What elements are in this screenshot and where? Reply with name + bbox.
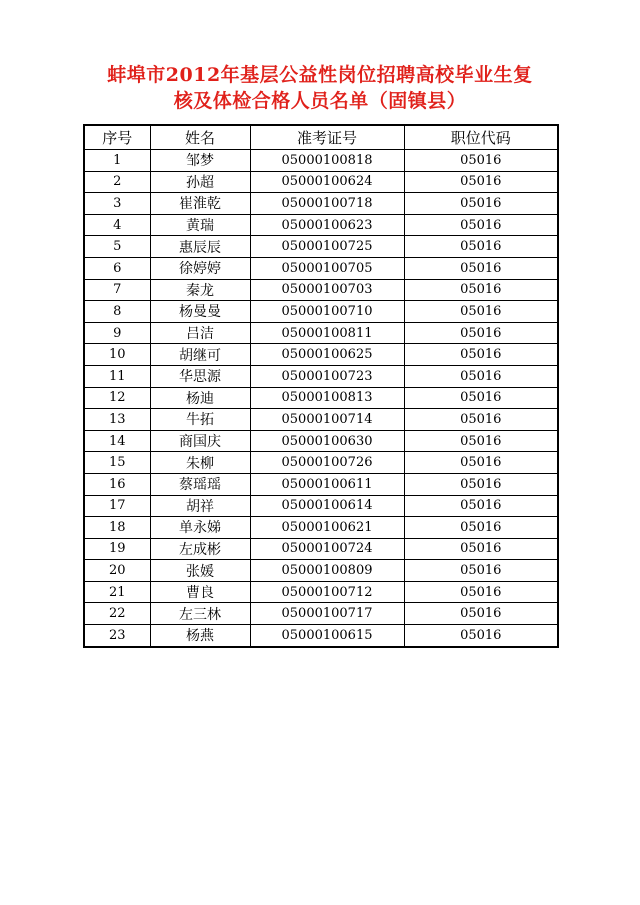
cell-exam-ticket-no: 05000100717 — [250, 603, 404, 625]
cell-name: 吕洁 — [150, 322, 250, 344]
cell-serial-no: 3 — [84, 193, 150, 215]
cell-name: 徐婷婷 — [150, 257, 250, 279]
cell-name: 杨曼曼 — [150, 301, 250, 323]
cell-position-code: 05016 — [404, 495, 558, 517]
cell-position-code: 05016 — [404, 409, 558, 431]
cell-name: 牛拓 — [150, 409, 250, 431]
cell-position-code: 05016 — [404, 236, 558, 258]
table-row — [84, 560, 558, 582]
table-row — [84, 473, 558, 495]
table-row — [84, 387, 558, 409]
cell-exam-ticket-no: 05000100710 — [250, 301, 404, 323]
table-row — [84, 150, 558, 172]
qualified-personnel-table — [83, 124, 559, 648]
cell-exam-ticket-no: 05000100714 — [250, 409, 404, 431]
table-row — [84, 322, 558, 344]
cell-serial-no: 19 — [84, 538, 150, 560]
cell-serial-no: 17 — [84, 495, 150, 517]
cell-position-code: 05016 — [404, 625, 558, 647]
table-row — [84, 538, 558, 560]
cell-serial-no: 11 — [84, 365, 150, 387]
table-row — [84, 581, 558, 603]
column-header-serial-no: 序号 — [84, 125, 150, 150]
table-row — [84, 365, 558, 387]
cell-position-code: 05016 — [404, 322, 558, 344]
cell-name: 杨燕 — [150, 625, 250, 647]
cell-serial-no: 15 — [84, 452, 150, 474]
cell-serial-no: 1 — [84, 150, 150, 172]
cell-exam-ticket-no: 05000100712 — [250, 581, 404, 603]
document-title — [0, 62, 640, 114]
cell-exam-ticket-no: 05000100725 — [250, 236, 404, 258]
cell-position-code: 05016 — [404, 473, 558, 495]
cell-name: 左三林 — [150, 603, 250, 625]
cell-exam-ticket-no: 05000100718 — [250, 193, 404, 215]
cell-name: 胡继可 — [150, 344, 250, 366]
table-row — [84, 257, 558, 279]
table-row — [84, 452, 558, 474]
cell-position-code: 05016 — [404, 517, 558, 539]
cell-position-code: 05016 — [404, 603, 558, 625]
cell-position-code: 05016 — [404, 279, 558, 301]
cell-serial-no: 4 — [84, 214, 150, 236]
table-row — [84, 430, 558, 452]
cell-name: 朱柳 — [150, 452, 250, 474]
table-row — [84, 495, 558, 517]
cell-position-code: 05016 — [404, 387, 558, 409]
cell-position-code: 05016 — [404, 538, 558, 560]
cell-position-code: 05016 — [404, 344, 558, 366]
cell-position-code: 05016 — [404, 365, 558, 387]
cell-exam-ticket-no: 05000100703 — [250, 279, 404, 301]
cell-position-code: 05016 — [404, 193, 558, 215]
cell-exam-ticket-no: 05000100723 — [250, 365, 404, 387]
table-row — [84, 409, 558, 431]
table-row — [84, 171, 558, 193]
column-header-position-code: 职位代码 — [404, 125, 558, 150]
cell-serial-no: 18 — [84, 517, 150, 539]
cell-exam-ticket-no: 05000100813 — [250, 387, 404, 409]
column-header-exam-ticket-no: 准考证号 — [250, 125, 404, 150]
table-row — [84, 603, 558, 625]
table-row — [84, 193, 558, 215]
cell-position-code: 05016 — [404, 430, 558, 452]
cell-name: 曹良 — [150, 581, 250, 603]
cell-serial-no: 8 — [84, 301, 150, 323]
cell-serial-no: 2 — [84, 171, 150, 193]
table-row — [84, 344, 558, 366]
cell-serial-no: 16 — [84, 473, 150, 495]
cell-position-code: 05016 — [404, 452, 558, 474]
cell-exam-ticket-no: 05000100630 — [250, 430, 404, 452]
table-row — [84, 517, 558, 539]
cell-serial-no: 10 — [84, 344, 150, 366]
cell-position-code: 05016 — [404, 214, 558, 236]
cell-position-code: 05016 — [404, 560, 558, 582]
table-row — [84, 236, 558, 258]
cell-exam-ticket-no: 05000100623 — [250, 214, 404, 236]
cell-exam-ticket-no: 05000100724 — [250, 538, 404, 560]
table-header-row — [84, 125, 558, 150]
cell-name: 秦龙 — [150, 279, 250, 301]
cell-serial-no: 9 — [84, 322, 150, 344]
cell-serial-no: 23 — [84, 625, 150, 647]
cell-name: 华思源 — [150, 365, 250, 387]
cell-position-code: 05016 — [404, 150, 558, 172]
cell-serial-no: 13 — [84, 409, 150, 431]
cell-name: 邹梦 — [150, 150, 250, 172]
cell-serial-no: 7 — [84, 279, 150, 301]
table-row — [84, 301, 558, 323]
cell-serial-no: 12 — [84, 387, 150, 409]
cell-exam-ticket-no: 05000100614 — [250, 495, 404, 517]
cell-exam-ticket-no: 05000100809 — [250, 560, 404, 582]
cell-serial-no: 6 — [84, 257, 150, 279]
cell-exam-ticket-no: 05000100625 — [250, 344, 404, 366]
cell-exam-ticket-no: 05000100705 — [250, 257, 404, 279]
cell-position-code: 05016 — [404, 257, 558, 279]
cell-position-code: 05016 — [404, 301, 558, 323]
cell-serial-no: 14 — [84, 430, 150, 452]
cell-name: 左成彬 — [150, 538, 250, 560]
cell-name: 惠辰辰 — [150, 236, 250, 258]
cell-exam-ticket-no: 05000100611 — [250, 473, 404, 495]
cell-name: 孙超 — [150, 171, 250, 193]
cell-name: 崔淮乾 — [150, 193, 250, 215]
cell-exam-ticket-no: 05000100811 — [250, 322, 404, 344]
cell-exam-ticket-no: 05000100726 — [250, 452, 404, 474]
cell-name: 单永娣 — [150, 517, 250, 539]
cell-exam-ticket-no: 05000100818 — [250, 150, 404, 172]
cell-position-code: 05016 — [404, 171, 558, 193]
cell-serial-no: 5 — [84, 236, 150, 258]
cell-name: 杨迪 — [150, 387, 250, 409]
cell-name: 胡祥 — [150, 495, 250, 517]
cell-position-code: 05016 — [404, 581, 558, 603]
cell-exam-ticket-no: 05000100621 — [250, 517, 404, 539]
cell-name: 张媛 — [150, 560, 250, 582]
table-row — [84, 214, 558, 236]
document-title-line-1: 蚌埠市2012年基层公益性岗位招聘高校毕业生复 — [107, 64, 533, 86]
cell-exam-ticket-no: 05000100615 — [250, 625, 404, 647]
table-row — [84, 279, 558, 301]
table-row — [84, 625, 558, 647]
cell-serial-no: 20 — [84, 560, 150, 582]
cell-name: 黄瑞 — [150, 214, 250, 236]
cell-serial-no: 21 — [84, 581, 150, 603]
cell-exam-ticket-no: 05000100624 — [250, 171, 404, 193]
cell-name: 商国庆 — [150, 430, 250, 452]
column-header-name: 姓名 — [150, 125, 250, 150]
table-body — [84, 150, 558, 647]
cell-serial-no: 22 — [84, 603, 150, 625]
cell-name: 蔡瑶瑶 — [150, 473, 250, 495]
document-title-line-2: 核及体检合格人员名单（固镇县） — [173, 90, 467, 112]
